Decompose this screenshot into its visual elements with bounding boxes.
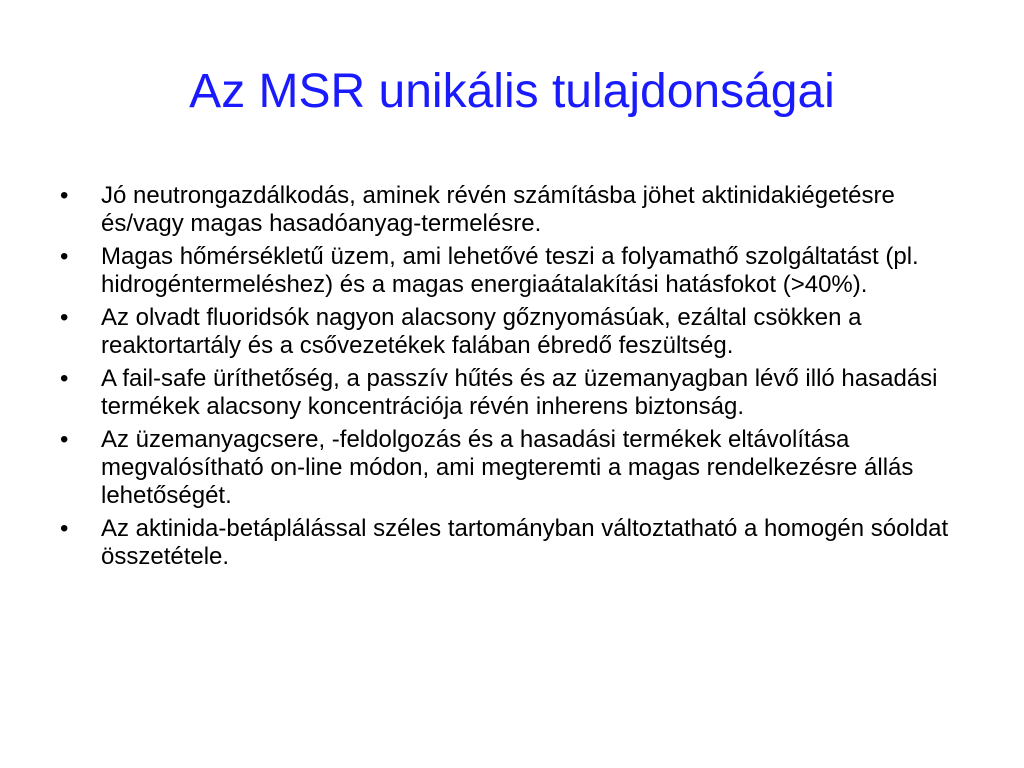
bullet-text: Magas hőmérsékletű üzem, ami lehetővé teszi a folyamathő szolgáltatást (pl. hidrogéntermeléshez) és a magas energiaátalakítási hatásfokot (>40%). — [101, 243, 919, 298]
bullet-item — [60, 515, 980, 571]
bullet-text: Jó neutrongazdálkodás, aminek révén számításba jöhet aktinidakiégetésre és/vagy magas hasadóanyag-termelésre. — [101, 182, 895, 237]
bullet-item — [60, 365, 980, 421]
bullet-item — [60, 243, 980, 299]
bullet-dot-icon: • — [60, 304, 69, 331]
bullet-dot-icon: • — [60, 243, 69, 270]
bullet-text: Az olvadt fluoridsók nagyon alacsony gőznyomásúak, ezáltal csökken a reaktortartály és a csővezetékek falában ébredő feszültség. — [101, 304, 862, 359]
bullet-text: Az üzemanyagcsere, -feldolgozás és a hasadási termékek eltávolítása megvalósítható on-line módon, ami megteremti a magas rendelkezésre állás lehetőségét. — [101, 426, 914, 509]
bullet-item — [60, 182, 980, 238]
bullet-list — [60, 182, 980, 576]
bullet-text: A fail-safe üríthetőség, a passzív hűtés és az üzemanyagban lévő illó hasadási termékek alacsony koncentrációja révén inherens biztonság. — [101, 365, 938, 420]
bullet-dot-icon: • — [60, 365, 69, 392]
slide-title: Az MSR unikális tulajdonságai — [189, 65, 835, 118]
bullet-item — [60, 426, 980, 510]
bullet-dot-icon: • — [60, 515, 69, 542]
bullet-dot-icon: • — [60, 182, 69, 209]
bullet-text: Az aktinida-betáplálással széles tartományban változtatható a homogén sóoldat összetétele. — [101, 515, 949, 570]
bullet-dot-icon: • — [60, 426, 69, 453]
bullet-item — [60, 304, 980, 360]
